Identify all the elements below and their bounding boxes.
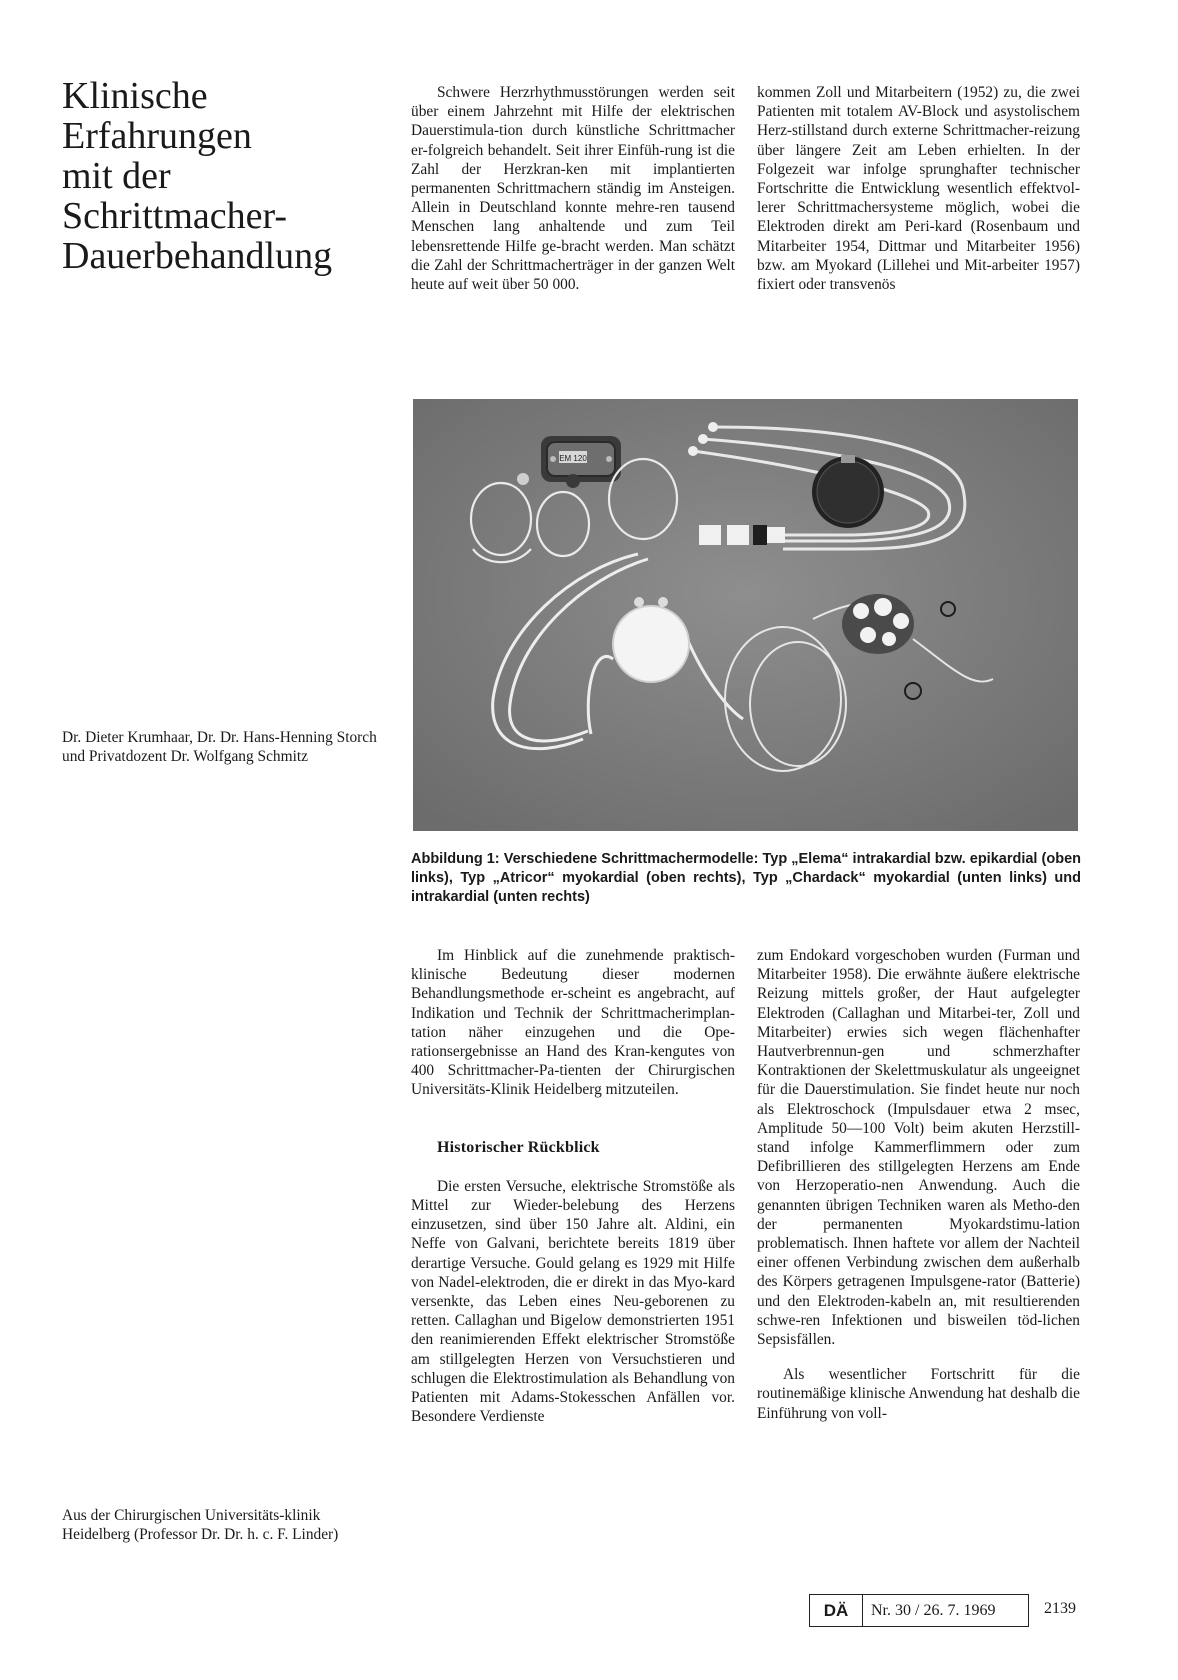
pacemaker-photo	[413, 399, 1078, 831]
body-paragraph-continued: zum Endokard vorgeschoben wurden (Furman und Mitarbeiter 1958). Die erwähnte äußere elektrische Reizung mittels großer, der Haut aufgelegter Elektroden (Callaghan und Mitarbei-ter, Zoll und Mitarbeiter) erwies sich wegen flächenhafter Hautverbrennun-gen und schmerzhafter Kontraktionen der Skelettmuskulatur als ungeeignet für die Dauerstimulation. Sie findet heute nur noch als Elektroschock (Impulsdauer etwa 2 msec, Amplitude 50—100 Volt) beim akuten Herzstill-stand infolge Kammerflimmern oder zum Defibrillieren des stillgelegten Herzens am Ende von Herzoperatio-nen Anwendung. Auch die genannten übrigen Techniken waren als Metho-den der permanenten Myokardstimu-lation problematisch. Ihnen haftete vor allem der Nachteil einer offenen Verbindung zwischen dem außerhalb des Körpers getragenen Impulsgene-rator (Batterie) und den Elektroden-kabeln an, mit resultierenden schwe-ren Infektionen und bisweilen töd-lichen Sepsisfällen.	[757, 947, 1080, 1349]
title-line: Erfahrungen	[62, 115, 252, 157]
title-line: mit der	[62, 155, 171, 197]
affiliation: Aus der Chirurgischen Universitäts-klinik Heidelberg (Professor Dr. Dr. h. c. F. Linder)	[62, 1507, 339, 1543]
connector-blocks	[699, 525, 785, 545]
page-number: 2139	[1044, 1600, 1076, 1617]
body-column-2	[757, 946, 1080, 1423]
body-paragraph: Als wesentlicher Fortschritt für die routinemäßige klinische Anwendung hat deshalb die Einführung von voll-	[757, 1366, 1080, 1422]
title-line: Klinische	[62, 75, 208, 117]
title-line: Schrittmacher-	[62, 195, 288, 237]
title-line: Dauerbehandlung	[62, 235, 333, 277]
intro-paragraph: Schwere Herzrhythmusstörungen werden seit über einem Jahrzehnt mit Hilfe der elektrischen Dauerstimula-tion durch künstliche Schrittmacher er-folgreich behandelt. Seit ihrer Einfüh-rung ist die Zahl der Herzkran-ken mit implantierten permanenten Schrittmachern ständig im Ansteigen. Allein in Deutschland konnte mehre-ren tausend Menschen lang anhaltende und zum Teil lebensrettende Hilfe ge-bracht werden. Man schätzt die Zahl der Schrittmacherträger in der ganzen Welt heute auf weit über 50 000.	[411, 84, 735, 294]
intrakardial-pacemaker	[842, 594, 914, 654]
issue-info: Nr. 30 / 26. 7. 1969	[871, 1601, 996, 1619]
figure-caption: Abbildung 1: Verschiedene Schrittmachermodelle: Typ „Elema“ intrakardial bzw. epikardial (oben links), Typ „Atricor“ myokardial (oben rechts), Typ „Chardack“ myokardial (unten links) und intrakardial (unten rechts)	[411, 851, 1081, 905]
intro-column-2	[757, 83, 1080, 294]
body-paragraph: Die ersten Versuche, elektrische Stromstöße als Mittel zur Wieder-belebung des Herzens einzusetzen, sind über 150 Jahre alt. Aldini, ein Neffe von Galvani, berichtete bereits 1819 über derartige Versuche. Gould gelang es 1929 mit Hilfe von Nadel-elektroden, die er direkt in das Myo-kard versenkte, das Leben eines Neu-geborenen zu retten. Callaghan und Bigelow demonstrierten 1951 den reanimierenden Effekt elektrischer Stromstöße am stillgelegten Herzen von Versuchstieren und schlugen die Elektrostimulation als Behandlung von Patienten mit Adams-Stokesschen Anfällen vor. Besondere Verdienste	[411, 1177, 735, 1426]
journal-footer	[809, 1594, 1029, 1627]
authors: Dr. Dieter Krumhaar, Dr. Dr. Hans-Henning Storch und Privatdozent Dr. Wolfgang Schmitz	[62, 729, 377, 765]
journal-logo: DÄ	[810, 1595, 863, 1626]
section-heading: Historischer Rückblick	[437, 1138, 600, 1156]
intro-paragraph-continued: kommen Zoll und Mitarbeitern (1952) zu, die zwei Patienten mit totalem AV-Block und asystolischem Herz-stillstand durch externe Schrittmacher-reizung über längere Zeit am Leben erhielten. In der Folgezeit war infolge sprunghafter technischer Fortschritte die Entwicklung wesentlich effektvol-lerer Schrittmachersysteme möglich, wobei die Elektroden direkt am Peri-kard (Rosenbaum und Mitarbeiter 1954, Dittmar und Mitarbeiter 1956) bzw. am Myokard (Lillehei und Mit-arbeiter 1957) fixiert oder transvenös	[757, 84, 1080, 294]
intro-column-1	[411, 83, 735, 294]
elema-pacemaker	[541, 436, 621, 482]
pacemaker-photo-drawing	[413, 399, 1078, 831]
device-label: EM 120	[559, 454, 587, 463]
article-title	[62, 76, 382, 276]
body-column-1	[411, 946, 735, 1426]
body-paragraph: Im Hinblick auf die zunehmende praktisch-klinische Bedeutung dieser modernen Behandlungsmethode er-scheint es angebracht, auf Indikation und Technik der Schrittmacherimplan-tation näher einzugehen und die Ope-rationsergebnisse an Hand des Kran-kengutes von 400 Schrittmacher-Pa-tienten der Chirurgischen Universitäts-Klinik Heidelberg mitzuteilen.	[411, 947, 735, 1099]
